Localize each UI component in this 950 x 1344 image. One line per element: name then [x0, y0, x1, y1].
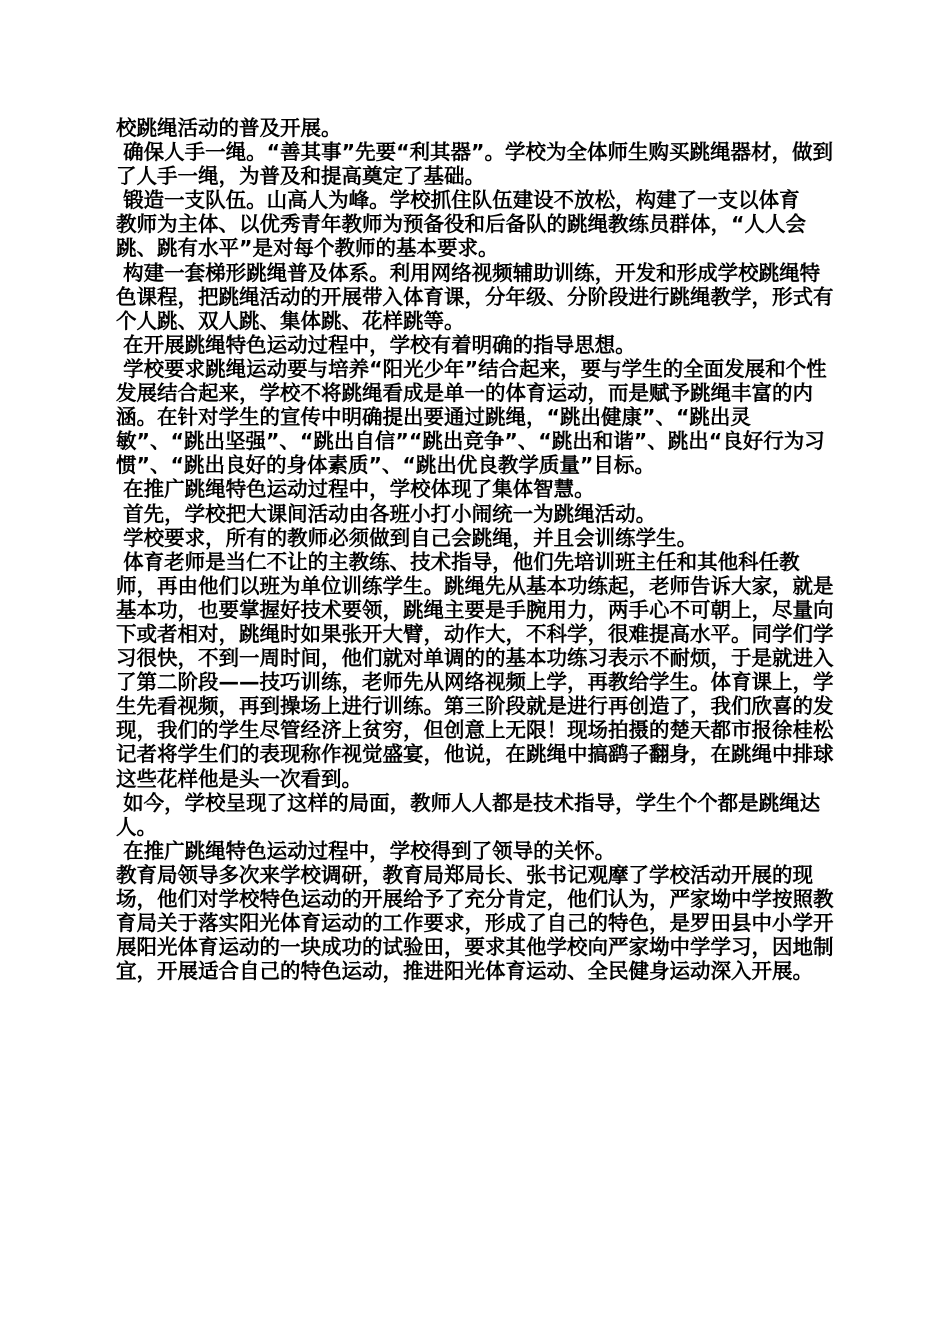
paragraph-11: 体育老师是当仁不让的主教练、技术指导，他们先培训班主任和其他科任教师，再由他们以班为单位训练学生。跳绳先从基本功练起，老师告诉大家，就是基本功，也要掌握好技术要领，跳绳主要是手腕用力，两手心不可朝上，尽量向下或者相对，跳绳时如果张开大臂，动作大，不科学，很难提高水平。同学们学习很快，不到一周时间，他们就对单调的的基本功练习表示不耐烦，于是就进入了第二阶段——技巧训练，老师先从网络视频上学，再教给学生。体育课上，学生先看视频，再到操场上进行训练。第三阶段就是进行再创造了，我们欣喜的发现，我们的学生尽管经济上贫穷，但创意上无限！现场拍摄的楚天都市报徐桂松记者将学生们的表现称作视觉盛宴，他说，在跳绳中搞鹞子翻身，在跳绳中排球这些花样他是头一次看到。: [116, 549, 834, 791]
paragraph-1: 校跳绳活动的普及开展。: [116, 116, 342, 140]
paragraph-10: 学校要求，所有的教师必须做到自己会跳绳，并且会训练学生。: [116, 525, 698, 550]
paragraph-4: 教师为主体、以优秀青年教师为预备役和后备队的跳绳教练员群体，“人人会跳、跳有水平”是对每个教师的基本要求。: [116, 212, 806, 261]
paragraph-3: 锻造一支队伍。山高人为峰。学校抓住队伍建设不放松，构建了一支以体育: [116, 188, 800, 213]
paragraph-12: 如今，学校呈现了这样的局面，教师人人都是技术指导，学生个个都是跳绳达人。: [116, 790, 821, 839]
document-body: [116, 116, 838, 983]
paragraph-8: 在推广跳绳特色运动过程中，学校体现了集体智慧。: [116, 477, 595, 502]
paragraph-2: 确保人手一绳。“善其事”先要“利其器”。学校为全体师生购买跳绳器材，做到了人手一绳，为普及和提高奠定了基础。: [116, 140, 834, 189]
paragraph-13: 在推广跳绳特色运动过程中，学校得到了领导的关怀。: [116, 838, 616, 863]
paragraph-14: 教育局领导多次来学校调研，教育局郑局长、张书记观摩了学校活动开展的现场，他们对学校特色运动的开展给予了充分肯定，他们认为，严家坳中学按照教育局关于落实阳光体育运动的工作要求，形成了自己的特色，是罗田县中小学开展阳光体育运动的一块成功的试验田，要求其他学校向严家坳中学学习，因地制宜，开展适合自己的特色运动，推进阳光体育运动、全民健身运动深入开展。: [116, 862, 834, 984]
paragraph-5: 构建一套梯形跳绳普及体系。利用网络视频辅助训练，开发和形成学校跳绳特色课程，把跳绳活动的开展带入体育课，分年级、分阶段进行跳绳教学，形式有个人跳、双人跳、集体跳、花样跳等。: [116, 260, 834, 333]
paragraph-6: 在开展跳绳特色运动过程中，学校有着明确的指导思想。: [116, 332, 636, 357]
paragraph-9: 首先，学校把大课间活动由各班小打小闹统一为跳绳活动。: [116, 501, 657, 526]
paragraph-7: 学校要求跳绳运动要与培养“阳光少年”结合起来，要与学生的全面发展和个性发展结合起来，学校不将跳绳看成是单一的体育运动，而是赋予跳绳丰富的内涵。在针对学生的宣传中明确提出要通过跳绳，“跳出健康”、“跳出灵敏”、“跳出坚强”、“跳出自信”“跳出竞争”、“跳出和谐”、跳出“良好行为习惯”、“跳出良好的身体素质”、“跳出优良教学质量”目标。: [116, 356, 827, 478]
